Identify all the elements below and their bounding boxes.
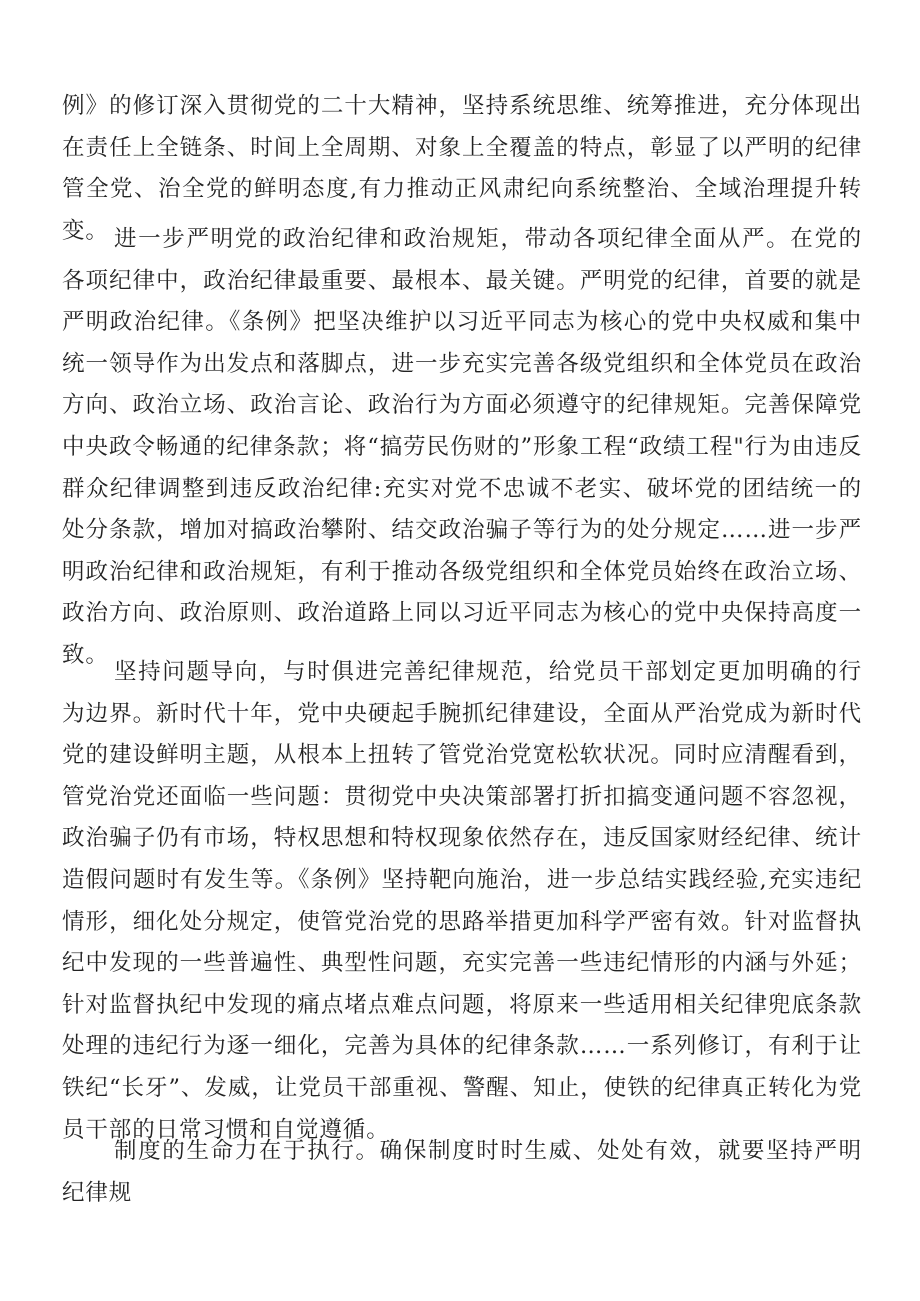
- paragraph-1: 例》的修订深入贯彻党的二十大精神，坚持系统思维、统筹推进，充分体现出在责任上全链条、时间上全周期、对象上全覆盖的特点，彰显了以严明的纪律管全党、治全党的鲜明态度,有力推动正风肃纪向系统整治、全域治理提升转变。: [62, 93, 862, 244]
- paragraph-4: 制度的生命力在于执行。确保制度时时生威、处处有效，就要坚持严明纪律规: [62, 1138, 862, 1206]
- paragraph-2: 进一步严明党的政治纪律和政治规矩，带动各项纪律全面从严。在党的各项纪律中，政治纪律最重要、最根本、最关键。严明党的纪律，首要的就是严明政治纪律。《条例》把坚决维护以习近平同志为核心的党中央权威和集中统一领导作为出发点和落脚点，进一步充实完善各级党组织和全体党员在政治方向、政治立场、政治言论、政治行为方面必须遵守的纪律规矩。完善保障党中央政令畅通的纪律条款；将“搞劳民伤财的”形象工程“政绩工程"行为由违反群众纪律调整到违反政治纪律:充实对党不忠诚不老实、破坏党的团结统一的处分条款，增加对搞政治攀附、结交政治骗子等行为的处分规定……进一步严明政治纪律和政治规矩，有利于推动各级党组织和全体党员始终在政治立场、政治方向、政治原则、政治道路上同以习近平同志为核心的党中央保持高度一致。: [62, 226, 862, 668]
- paragraph-3: 坚持问题导向，与时俱进完善纪律规范，给党员干部划定更加明确的行为边界。新时代十年，党中央硬起手腕抓纪律建设，全面从严治党成为新时代党的建设鲜明主题，从根本上扭转了管党治党宽松软状况。同时应清醒看到，管党治党还面临一些问题：贯彻党中央决策部署打折扣搞变通问题不容忽视，政治骗子仍有市场，特权思想和特权现象依然存在，违反国家财经纪律、统计造假问题时有发生等。《条例》坚持靶向施治，进一步总结实践经验,充实违纪情形，细化处分规定，使管党治党的思路举措更加科学严密有效。针对监督执纪中发现的一些普遍性、典型性问题，充实完善一些违纪情形的内涵与外延；针对监督执纪中发现的痛点堵点难点问题，将原来一些适用相关纪律兜底条款处理的违纪行为逐一细化，完善为具体的纪律条款……一系列修订，有利于让铁纪“长牙”、发威，让党员干部重视、警醒、知止，使铁的纪律真正转化为党员干部的日常习惯和自觉遵循。: [62, 659, 862, 1143]
